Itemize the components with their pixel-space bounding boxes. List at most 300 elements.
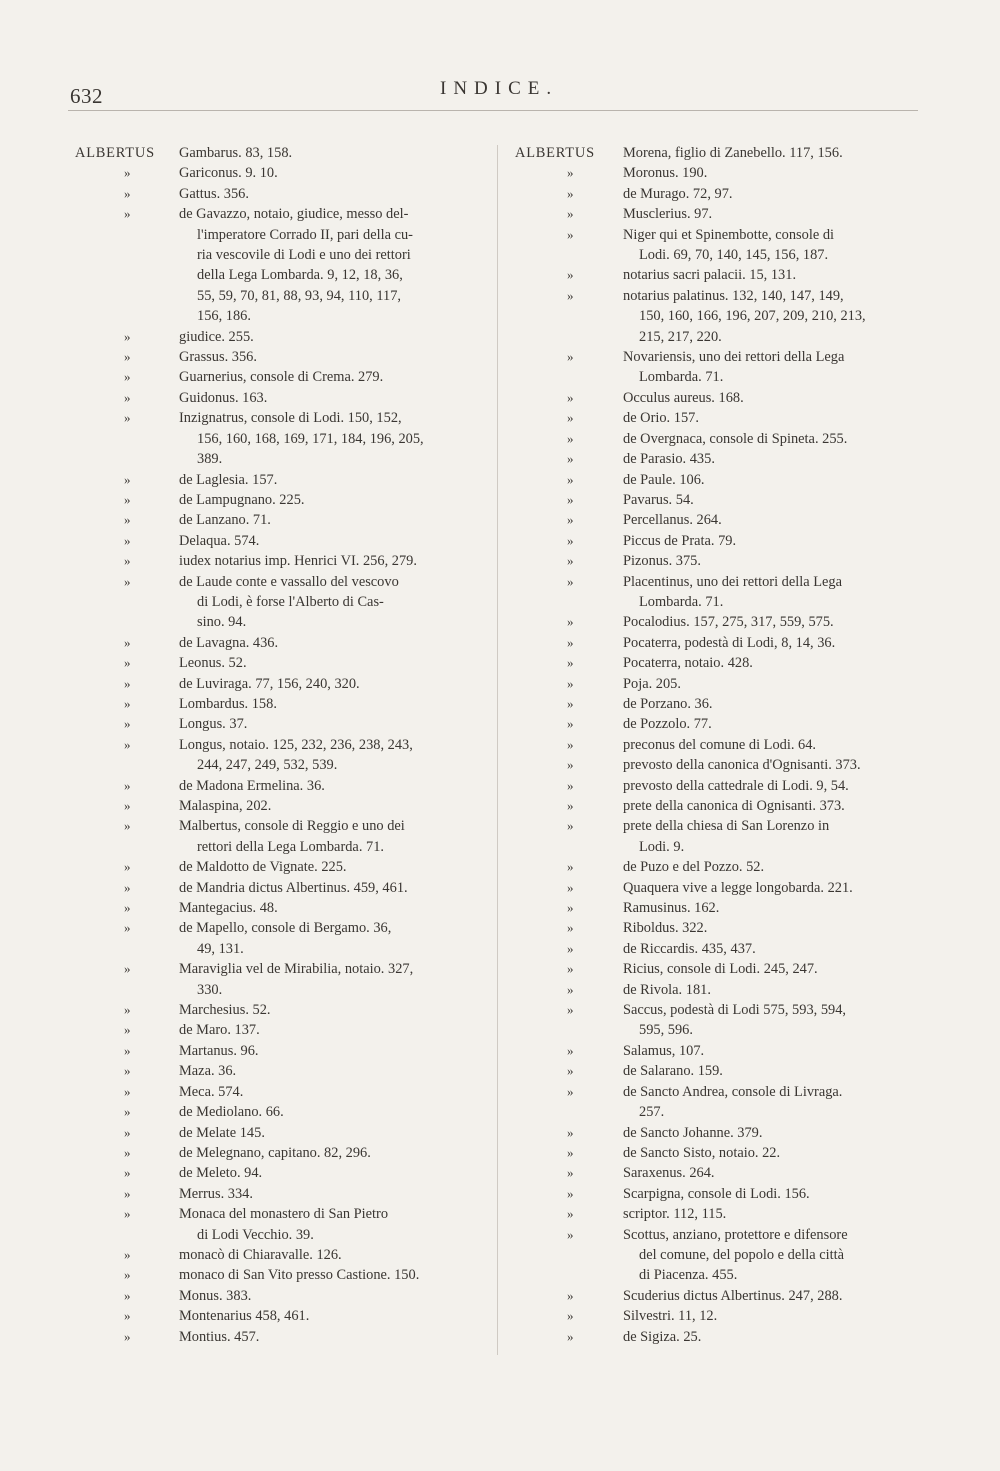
entry-text: Gattus. 356. [179, 185, 249, 202]
entry-text: Meca. 574. [179, 1083, 244, 1100]
ditto-mark: » [567, 1042, 574, 1058]
entry-text: Maraviglia vel de Mirabilia, notaio. 327, [179, 961, 414, 978]
ditto-mark: » [567, 1083, 574, 1099]
entry-text: Gariconus. 9. 10. [179, 165, 278, 182]
entry-text: de Riccardis. 435, 437. [623, 940, 756, 957]
index-entry [515, 939, 930, 959]
index-entry [75, 470, 490, 490]
ditto-mark: » [567, 471, 574, 487]
ditto-mark: » [124, 1287, 131, 1303]
index-entry [75, 572, 490, 633]
entry-continuation: della Lega Lombarda. 9, 12, 18, 36, [197, 267, 403, 284]
index-entry [515, 735, 930, 755]
entry-text: de Madona Ermelina. 36. [179, 777, 325, 794]
entry-text: Occulus aureus. 168. [623, 389, 744, 406]
entry-text: Leonus. 52. [179, 655, 247, 672]
entry-continuation: di Piacenza. 455. [639, 1267, 738, 1284]
running-head-title: INDICE. [440, 78, 559, 99]
ditto-mark: » [124, 1185, 131, 1201]
entry-continuation: Lodi. 9. [639, 838, 685, 855]
index-entry [75, 1306, 490, 1326]
index-entry [515, 1041, 930, 1061]
ditto-mark: » [567, 1185, 574, 1201]
entry-text: de Sigiza. 25. [623, 1328, 702, 1345]
index-entry [515, 1123, 930, 1143]
ditto-mark: » [567, 818, 574, 834]
entry-text: preconus del comune di Lodi. 64. [623, 736, 817, 753]
index-entry [75, 408, 490, 469]
index-entry [515, 572, 930, 613]
ditto-mark: » [567, 695, 574, 711]
ditto-mark: » [124, 553, 131, 569]
entry-text: de Puzo e del Pozzo. 52. [623, 859, 765, 876]
entry-text: Lombardus. 158. [179, 695, 277, 712]
index-entry [75, 714, 490, 734]
ditto-mark: » [567, 900, 574, 916]
entry-text: monaco di San Vito presso Castione. 150. [179, 1267, 420, 1284]
entry-text: Mantegacius. 48. [179, 900, 278, 917]
entry-text: de Parasio. 435. [623, 451, 715, 468]
ditto-mark: » [124, 328, 131, 344]
index-entry [75, 184, 490, 204]
entry-continuation: 55, 59, 70, 81, 88, 93, 94, 110, 117, [197, 287, 401, 304]
entry-continuation: di Lodi Vecchio. 39. [197, 1226, 314, 1243]
ditto-mark: » [124, 818, 131, 834]
ditto-mark: » [124, 1308, 131, 1324]
ditto-mark: » [567, 1328, 574, 1344]
ditto-mark: » [124, 1165, 131, 1181]
index-entry [515, 674, 930, 694]
ditto-mark: » [567, 757, 574, 773]
entry-text: de Salarano. 159. [623, 1063, 723, 1080]
index-entry [515, 1327, 930, 1347]
entry-text: de Sancto Andrea, console di Livraga. [623, 1083, 843, 1100]
index-entry [75, 1286, 490, 1306]
ditto-mark: » [567, 165, 574, 181]
page-number: 632 [70, 84, 103, 108]
entry-text: Niger qui et Spinembotte, console di [623, 226, 835, 243]
entry-text: de Mapello, console di Bergamo. 36, [179, 920, 392, 937]
entry-continuation: 49, 131. [197, 940, 244, 957]
index-entry [515, 694, 930, 714]
index-entry [515, 653, 930, 673]
entry-text: de Sancto Johanne. 379. [623, 1124, 763, 1141]
index-entry [75, 898, 490, 918]
entry-text: de Melegnano, capitano. 82, 296. [179, 1144, 371, 1161]
index-entry [75, 1000, 490, 1020]
index-entry [515, 347, 930, 388]
ditto-mark: » [124, 655, 131, 671]
index-entry [75, 1061, 490, 1081]
index-entry [515, 857, 930, 877]
entry-continuation: Lombarda. 71. [639, 369, 724, 386]
entry-text: de Porzano. 36. [623, 695, 713, 712]
index-entry [75, 163, 490, 183]
ditto-mark: » [124, 1022, 131, 1038]
ditto-mark: » [567, 349, 574, 365]
entry-text: giudice. 255. [179, 328, 254, 345]
ditto-mark: » [124, 389, 131, 405]
index-entry [515, 714, 930, 734]
ditto-mark: » [567, 879, 574, 895]
entry-text: Moronus. 190. [623, 165, 708, 182]
ditto-mark: » [124, 920, 131, 936]
ditto-mark: » [567, 185, 574, 201]
index-entry [75, 674, 490, 694]
entry-text: Gambarus. 83, 158. [179, 145, 293, 161]
ditto-mark: » [567, 532, 574, 548]
index-entry [515, 1306, 930, 1326]
entry-text: Martanus. 96. [179, 1042, 259, 1059]
ditto-mark: » [567, 1287, 574, 1303]
index-entry [515, 1225, 930, 1286]
entry-text: de Lavagna. 436. [179, 634, 279, 651]
entry-text: de Meleto. 94. [179, 1165, 263, 1182]
ditto-mark: » [124, 879, 131, 895]
ditto-mark: » [124, 1063, 131, 1079]
index-entry [515, 1204, 930, 1224]
ditto-mark: » [567, 614, 574, 630]
index-entry [75, 1163, 490, 1183]
entry-text: Percellanus. 264. [623, 512, 722, 529]
header-rule [68, 110, 918, 111]
ditto-mark: » [567, 226, 574, 242]
entry-text: Guidonus. 163. [179, 389, 268, 406]
index-entry [75, 857, 490, 877]
entry-text: prete della canonica di Ognisanti. 373. [623, 798, 845, 814]
index-entry [515, 633, 930, 653]
entry-text: Malaspina, 202. [179, 798, 272, 814]
entry-continuation: di Lodi, è forse l'Alberto di Cas- [197, 593, 384, 610]
index-entry [515, 265, 930, 285]
ditto-mark: » [124, 1124, 131, 1140]
entry-continuation: 215, 217, 220. [639, 328, 722, 345]
ditto-mark: » [124, 859, 131, 875]
index-entry [75, 204, 490, 326]
ditto-mark: » [124, 1104, 131, 1120]
ditto-mark: » [567, 798, 574, 813]
ditto-mark: » [124, 961, 131, 977]
entry-text: Saccus, podestà di Lodi 575, 593, 594, [623, 1002, 847, 1019]
entry-text: Monus. 383. [179, 1287, 252, 1304]
index-entry [75, 327, 490, 347]
entry-text: de Maro. 137. [179, 1022, 260, 1039]
ditto-mark: » [124, 491, 131, 507]
ditto-mark: » [567, 1206, 574, 1222]
ditto-mark: » [567, 573, 574, 589]
entry-text: Pizonus. 375. [623, 553, 701, 570]
ditto-mark: » [567, 206, 574, 222]
ditto-mark: » [124, 1246, 131, 1262]
index-entry [515, 470, 930, 490]
ditto-mark: » [567, 981, 574, 997]
index-entry [515, 816, 930, 857]
ditto-mark: » [124, 471, 131, 487]
ditto-mark: » [567, 410, 574, 426]
index-entry [75, 1041, 490, 1061]
entry-text: monacò di Chiaravalle. 126. [179, 1246, 342, 1263]
index-entry [75, 1204, 490, 1245]
entry-continuation: 389. [197, 451, 223, 468]
index-entry [515, 959, 930, 979]
entry-continuation: 595, 596. [639, 1022, 693, 1039]
entry-text: Guarnerius, console di Crema. 279. [179, 369, 384, 386]
index-entry [515, 531, 930, 551]
entry-text: de Gavazzo, notaio, giudice, messo del- [179, 206, 409, 223]
entry-text: Malbertus, console di Reggio e uno dei [179, 818, 405, 835]
entry-text: Inzignatrus, console di Lodi. 150, 152, [179, 410, 402, 427]
entry-head-word: ALBERTUS [75, 145, 155, 161]
ditto-mark: » [124, 798, 131, 813]
entry-text: de Melate 145. [179, 1124, 265, 1141]
index-entry [515, 449, 930, 469]
entry-text: Ricius, console di Lodi. 245, 247. [623, 961, 818, 978]
ditto-mark: » [567, 1226, 574, 1242]
ditto-mark: » [124, 1328, 131, 1344]
ditto-mark: » [124, 675, 131, 691]
index-entry [515, 898, 930, 918]
ditto-mark: » [124, 349, 131, 365]
index-entry [75, 878, 490, 898]
index-entry [515, 1061, 930, 1081]
ditto-mark: » [567, 430, 574, 446]
ditto-mark: » [567, 553, 574, 569]
index-entry [75, 633, 490, 653]
index-entry [75, 510, 490, 530]
index-entry [515, 1184, 930, 1204]
index-entry [515, 204, 930, 224]
index-entry [75, 1143, 490, 1163]
entry-text: de Murago. 72, 97. [623, 185, 733, 202]
index-entry [75, 551, 490, 571]
index-entry [515, 510, 930, 530]
ditto-mark: » [124, 185, 131, 201]
index-entry [75, 531, 490, 551]
ditto-mark: » [567, 491, 574, 507]
ditto-mark: » [124, 1042, 131, 1058]
ditto-mark: » [124, 716, 131, 732]
index-entry [515, 163, 930, 183]
ditto-mark: » [567, 1124, 574, 1140]
entry-continuation: Lombarda. 71. [639, 593, 724, 610]
ditto-mark: » [567, 1308, 574, 1324]
entry-continuation: 150, 160, 166, 196, 207, 209, 210, 213, [639, 308, 866, 325]
ditto-mark: » [124, 512, 131, 528]
column-divider [497, 145, 498, 1355]
entry-text: de Mandria dictus Albertinus. 459, 461. [179, 879, 408, 896]
entry-text: de Overgnaca, console di Spineta. 255. [623, 430, 848, 447]
entry-text: de Laglesia. 157. [179, 471, 278, 488]
entry-text: Montius. 457. [179, 1328, 260, 1345]
entry-text: de Sancto Sisto, notaio. 22. [623, 1144, 781, 1161]
index-entry [75, 1082, 490, 1102]
ditto-mark: » [567, 267, 574, 283]
entry-text: Pocalodius. 157, 275, 317, 559, 575. [623, 614, 834, 631]
entry-text: de Lampugnano. 225. [179, 491, 305, 508]
entry-text: Delaqua. 574. [179, 532, 260, 549]
entry-text: de Orio. 157. [623, 410, 699, 427]
ditto-mark: » [567, 512, 574, 528]
ditto-mark: » [124, 573, 131, 589]
entry-text: Scarpigna, console di Lodi. 156. [623, 1185, 810, 1202]
entry-text: prete della chiesa di San Lorenzo in [623, 818, 830, 835]
index-entry [515, 1082, 930, 1123]
entry-text: Montenarius 458, 461. [179, 1308, 310, 1325]
index-entry [75, 143, 490, 163]
index-entry [515, 143, 930, 163]
ditto-mark: » [567, 675, 574, 691]
entry-continuation: rettori della Lega Lombarda. 71. [197, 838, 385, 855]
ditto-mark: » [567, 1144, 574, 1160]
index-entry [515, 286, 930, 347]
entry-continuation: sino. 94. [197, 614, 247, 631]
entry-text: Morena, figlio di Zanebello. 117, 156. [623, 145, 843, 161]
entry-text: Saraxenus. 264. [623, 1165, 715, 1182]
entry-continuation: del comune, del popolo e della città [639, 1246, 844, 1263]
entry-text: Pocaterra, notaio. 428. [623, 655, 753, 672]
index-entry [515, 1143, 930, 1163]
index-entry [515, 918, 930, 938]
ditto-mark: » [124, 165, 131, 181]
index-entry [75, 796, 490, 816]
entry-text: de Luviraga. 77, 156, 240, 320. [179, 675, 360, 692]
index-entry [75, 1020, 490, 1040]
entry-text: Grassus. 356. [179, 349, 257, 366]
ditto-mark: » [124, 1144, 131, 1160]
ditto-mark: » [124, 1083, 131, 1099]
entry-text: scriptor. 112, 115. [623, 1206, 727, 1223]
index-entry [515, 1000, 930, 1041]
index-entry [75, 490, 490, 510]
entry-text: Maza. 36. [179, 1063, 237, 1080]
entry-text: Piccus de Prata. 79. [623, 532, 737, 549]
entry-text: Pavarus. 54. [623, 491, 694, 508]
ditto-mark: » [567, 287, 574, 303]
entry-text: de Pozzolo. 77. [623, 716, 712, 733]
entry-text: Merrus. 334. [179, 1185, 253, 1202]
ditto-mark: » [567, 389, 574, 405]
entry-continuation: 257. [639, 1104, 665, 1121]
ditto-mark: » [567, 634, 574, 650]
entry-text: Ramusinus. 162. [623, 900, 720, 917]
index-entry [515, 1163, 930, 1183]
index-entry [515, 225, 930, 266]
ditto-mark: » [567, 859, 574, 875]
entry-text: de Rivola. 181. [623, 981, 711, 998]
ditto-mark: » [124, 369, 131, 385]
index-entry [515, 184, 930, 204]
entry-continuation: 156, 186. [197, 308, 251, 325]
ditto-mark: » [124, 777, 131, 793]
ditto-mark: » [567, 1002, 574, 1018]
entry-continuation: 330. [197, 981, 223, 998]
index-entry [515, 429, 930, 449]
ditto-mark: » [567, 1063, 574, 1079]
entry-text: Placentinus, uno dei rettori della Lega [623, 573, 842, 590]
index-entry [75, 367, 490, 387]
entry-text: Marchesius. 52. [179, 1002, 271, 1019]
entry-text: Poja. 205. [623, 675, 681, 692]
ditto-mark: » [567, 451, 574, 467]
ditto-mark: » [124, 900, 131, 916]
ditto-mark: » [124, 695, 131, 711]
ditto-mark: » [124, 634, 131, 650]
ditto-mark: » [567, 920, 574, 936]
ditto-mark: » [567, 736, 574, 752]
entry-text: notarius sacri palacii. 15, 131. [623, 267, 797, 284]
entry-continuation: 244, 247, 249, 532, 539. [197, 757, 338, 774]
ditto-mark: » [567, 777, 574, 793]
entry-text: prevosto della cattedrale di Lodi. 9, 54. [623, 777, 849, 794]
ditto-mark: » [124, 410, 131, 426]
index-entry [515, 776, 930, 796]
ditto-mark: » [567, 1165, 574, 1181]
index-entry [515, 551, 930, 571]
index-entry [75, 1184, 490, 1204]
index-entry [75, 1245, 490, 1265]
ditto-mark: » [124, 206, 131, 222]
index-entry [75, 1265, 490, 1285]
index-entry [75, 347, 490, 367]
entry-head-word: ALBERTUS [515, 145, 595, 161]
index-entry [75, 918, 490, 959]
entry-text: Monaca del monastero di San Pietro [179, 1206, 389, 1223]
index-entry [515, 796, 930, 816]
ditto-mark: » [124, 1206, 131, 1222]
entry-text: Quaquera vive a legge longobarda. 221. [623, 879, 853, 896]
entry-text: de Paule. 106. [623, 471, 705, 488]
entry-text: Musclerius. 97. [623, 206, 713, 223]
index-entry [515, 408, 930, 428]
index-entry [515, 980, 930, 1000]
index-entry [75, 388, 490, 408]
index-entry [75, 1327, 490, 1347]
entry-text: Novariensis, uno dei rettori della Lega [623, 349, 845, 366]
index-entry [75, 1123, 490, 1143]
entry-text: prevosto della canonica d'Ognisanti. 373. [623, 757, 861, 774]
ditto-mark: » [124, 532, 131, 548]
index-entry [75, 735, 490, 776]
index-entry [515, 490, 930, 510]
entry-text: Silvestri. 11, 12. [623, 1308, 718, 1325]
ditto-mark: » [124, 1267, 131, 1283]
right-index-column [515, 143, 930, 1347]
index-entry [75, 653, 490, 673]
index-entry [515, 755, 930, 775]
entry-text: iudex notarius imp. Henrici VI. 256, 279. [179, 553, 417, 570]
entry-continuation: l'imperatore Corrado II, pari della cu- [197, 226, 413, 243]
entry-text: de Maldotto de Vignate. 225. [179, 859, 347, 876]
ditto-mark: » [124, 1002, 131, 1018]
index-entry [515, 612, 930, 632]
index-entry [75, 816, 490, 857]
entry-text: Scottus, anziano, protettore e difensore [623, 1226, 848, 1243]
ditto-mark: » [124, 736, 131, 752]
ditto-mark: » [567, 940, 574, 956]
entry-continuation: Lodi. 69, 70, 140, 145, 156, 187. [639, 247, 829, 264]
left-index-column [75, 143, 490, 1347]
entry-text: Riboldus. 322. [623, 920, 708, 937]
entry-continuation: ria vescovile di Lodi e uno dei rettori [197, 247, 411, 264]
index-entry [75, 1102, 490, 1122]
entry-text: Longus. 37. [179, 716, 248, 733]
ditto-mark: » [567, 716, 574, 732]
entry-text: Longus, notaio. 125, 232, 236, 238, 243, [179, 736, 413, 753]
ditto-mark: » [567, 655, 574, 671]
entry-continuation: 156, 160, 168, 169, 171, 184, 196, 205, [197, 430, 424, 447]
index-entry [75, 694, 490, 714]
entry-text: de Lanzano. 71. [179, 512, 271, 529]
